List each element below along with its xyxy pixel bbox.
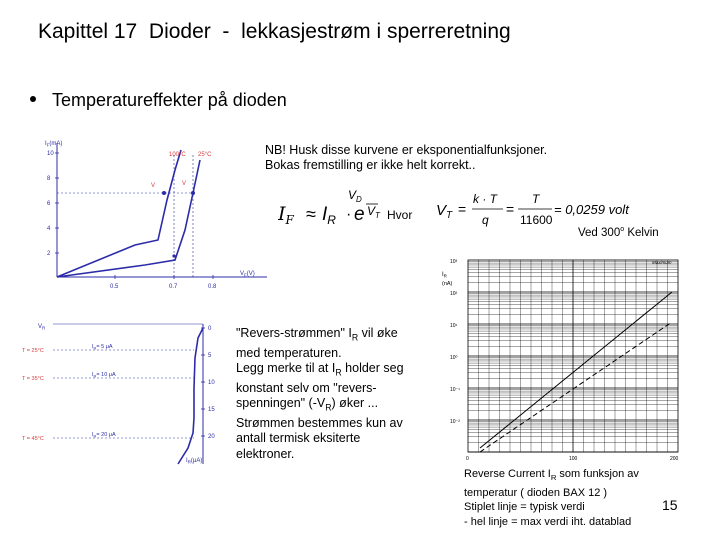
bullet-item xyxy=(30,90,287,111)
eq-approx: ≈ xyxy=(306,204,316,224)
log-y-tick-label: 10⁻¹ xyxy=(450,387,460,393)
log-chart-caption xyxy=(464,467,664,529)
log-y-label: $I_R$ xyxy=(442,272,447,279)
rev-line-5: spenningen" $(-V_R)$ øker ... xyxy=(236,396,379,413)
caption-line-3: Stiplet linje = typisk verdi xyxy=(464,501,585,514)
vt-equation xyxy=(436,188,636,230)
bullet-dot-icon xyxy=(30,96,36,102)
diode-equation xyxy=(278,186,388,230)
rev-line-3: Legg merke til at $I_R$ holder seg xyxy=(236,361,404,378)
fwd-y-tick-label: 4 xyxy=(47,226,51,232)
fwd-x-tick-label: 0.7 xyxy=(169,284,178,290)
rev-current-label: $I_R= 10$ μA xyxy=(92,372,116,379)
fwd-curve-label-25c: 25°C xyxy=(198,152,212,158)
forward-characteristic-chart xyxy=(35,135,275,295)
rev-v-tick-label: 0 xyxy=(208,326,212,332)
log-x-tick-label: 200 xyxy=(670,456,679,462)
fwd-y-tick-label: 2 xyxy=(47,251,51,257)
rev-temp-label: T = 35°C xyxy=(22,376,44,382)
eq-if: $I_F$ xyxy=(278,203,294,227)
rev-line-7: antall termisk eksiterte xyxy=(236,431,361,446)
log-line-max xyxy=(480,292,672,448)
vt-den: q xyxy=(482,213,489,227)
slide-title: Kapittel 17 Dioder - lekkasjestrøm i sperreretning xyxy=(38,20,511,43)
eq-dot: · xyxy=(346,206,352,223)
fwd-y-tick-label: 10 xyxy=(47,151,54,157)
rev-top-label: $V_R$ xyxy=(38,324,46,331)
fwd-point-2 xyxy=(191,191,195,195)
rev-line-8: elektroner. xyxy=(236,446,295,461)
eq-exp-den: $V_T$ xyxy=(367,204,380,220)
rev-line-6: Strømmen bestemmes kun av xyxy=(236,415,403,430)
fwd-point-1 xyxy=(162,191,166,195)
caption-line-1: Reverse Current $I_R$ som funksjon av xyxy=(464,468,639,483)
rev-current-label: $I_R= 20$ μA xyxy=(92,432,116,439)
rev-line-1: "Revers-strømmen" $I_R$ vil øke xyxy=(236,326,398,343)
log-y-tick-label: 10¹ xyxy=(450,323,458,329)
log-x-tick-label: 100 xyxy=(569,456,578,462)
log-corner-label: Maximum xyxy=(652,260,672,265)
rev-rows xyxy=(22,344,194,442)
bullet-text: Temperatureffekter på dioden xyxy=(52,90,287,110)
log-reverse-current-chart xyxy=(440,252,685,467)
vt-num2: T xyxy=(532,192,540,206)
temperature-note: Ved 300$^o$ Kelvin xyxy=(578,226,659,239)
vt-num: k · T xyxy=(473,192,497,206)
rev-v-tick-label: 15 xyxy=(208,407,215,413)
vt-value: = 0,0259 volt xyxy=(554,202,629,217)
note-line-2: Bokas fremstilling er ikke helt korrekt.. xyxy=(265,158,476,172)
fwd-curve-25c xyxy=(57,160,200,277)
fwd-x-label: $V_F(V)$ xyxy=(240,271,255,278)
fwd-point-label-1: V xyxy=(151,183,156,189)
fwd-x-tick-label: 0.5 xyxy=(110,284,119,290)
vt-symbol: $V_T$ xyxy=(436,202,453,221)
eq-exp-num: $V_D$ xyxy=(348,188,362,204)
caption-line-4: - hel linje = max verdi iht. datablad xyxy=(464,515,632,528)
log-y-tick-label: 10⁻² xyxy=(450,419,460,425)
log-line-typical xyxy=(480,322,672,452)
log-y-tick-label: 10² xyxy=(450,291,458,297)
fwd-y-label: $I_F(mA)$ xyxy=(45,141,63,148)
rev-v-tick-label: 5 xyxy=(208,353,212,359)
fwd-y-tick-label: 8 xyxy=(47,176,51,182)
rev-curve xyxy=(178,328,203,464)
eq-e: e xyxy=(354,204,365,225)
caption-line-2: temperatur ( dioden BAX 12 ) xyxy=(464,486,608,499)
page-number: 15 xyxy=(662,497,678,513)
fwd-point-3 xyxy=(172,254,175,257)
fwd-curve-label-100c: 100°C xyxy=(169,152,186,158)
eq-ir: $I_R$ xyxy=(322,204,336,227)
reverse-current-text xyxy=(236,326,436,462)
vt-den2: 11600 xyxy=(520,213,553,227)
fwd-y-tick-label: 6 xyxy=(47,201,51,207)
log-y-unit: (nA) xyxy=(442,281,453,287)
log-y-tick-label: 10⁰ xyxy=(450,355,458,361)
reverse-characteristic-chart xyxy=(18,318,233,468)
log-x-tick-label: 0 xyxy=(466,456,469,462)
hvor-label: Hvor xyxy=(387,208,413,222)
log-grid xyxy=(468,260,678,452)
rev-line-2: med temperaturen. xyxy=(236,345,342,360)
fwd-point-label-2: V xyxy=(182,181,187,187)
note-line-1: NB! Husk disse kurvene er eksponentialfunksjoner. xyxy=(265,143,548,157)
rev-line-4: konstant selv om "revers- xyxy=(236,380,377,395)
log-x-ticks xyxy=(466,456,679,462)
rev-v-tick-label: 20 xyxy=(208,434,215,440)
rev-bottom-label: $I_R(\mu A)$ xyxy=(186,458,203,465)
fwd-curve-100c xyxy=(57,150,181,277)
note-text xyxy=(265,143,547,173)
log-y-tick-label: 10³ xyxy=(450,259,458,265)
vt-eq2: = xyxy=(506,201,515,217)
vt-eq1: = xyxy=(458,201,467,217)
rev-v-tick-label: 10 xyxy=(208,380,215,386)
rev-temp-label: T = 25°C xyxy=(22,348,44,354)
rev-current-label: $I_R= 5$ μA xyxy=(92,344,113,351)
rev-temp-label: T = 45°C xyxy=(22,436,44,442)
fwd-x-tick-label: 0.8 xyxy=(208,284,217,290)
